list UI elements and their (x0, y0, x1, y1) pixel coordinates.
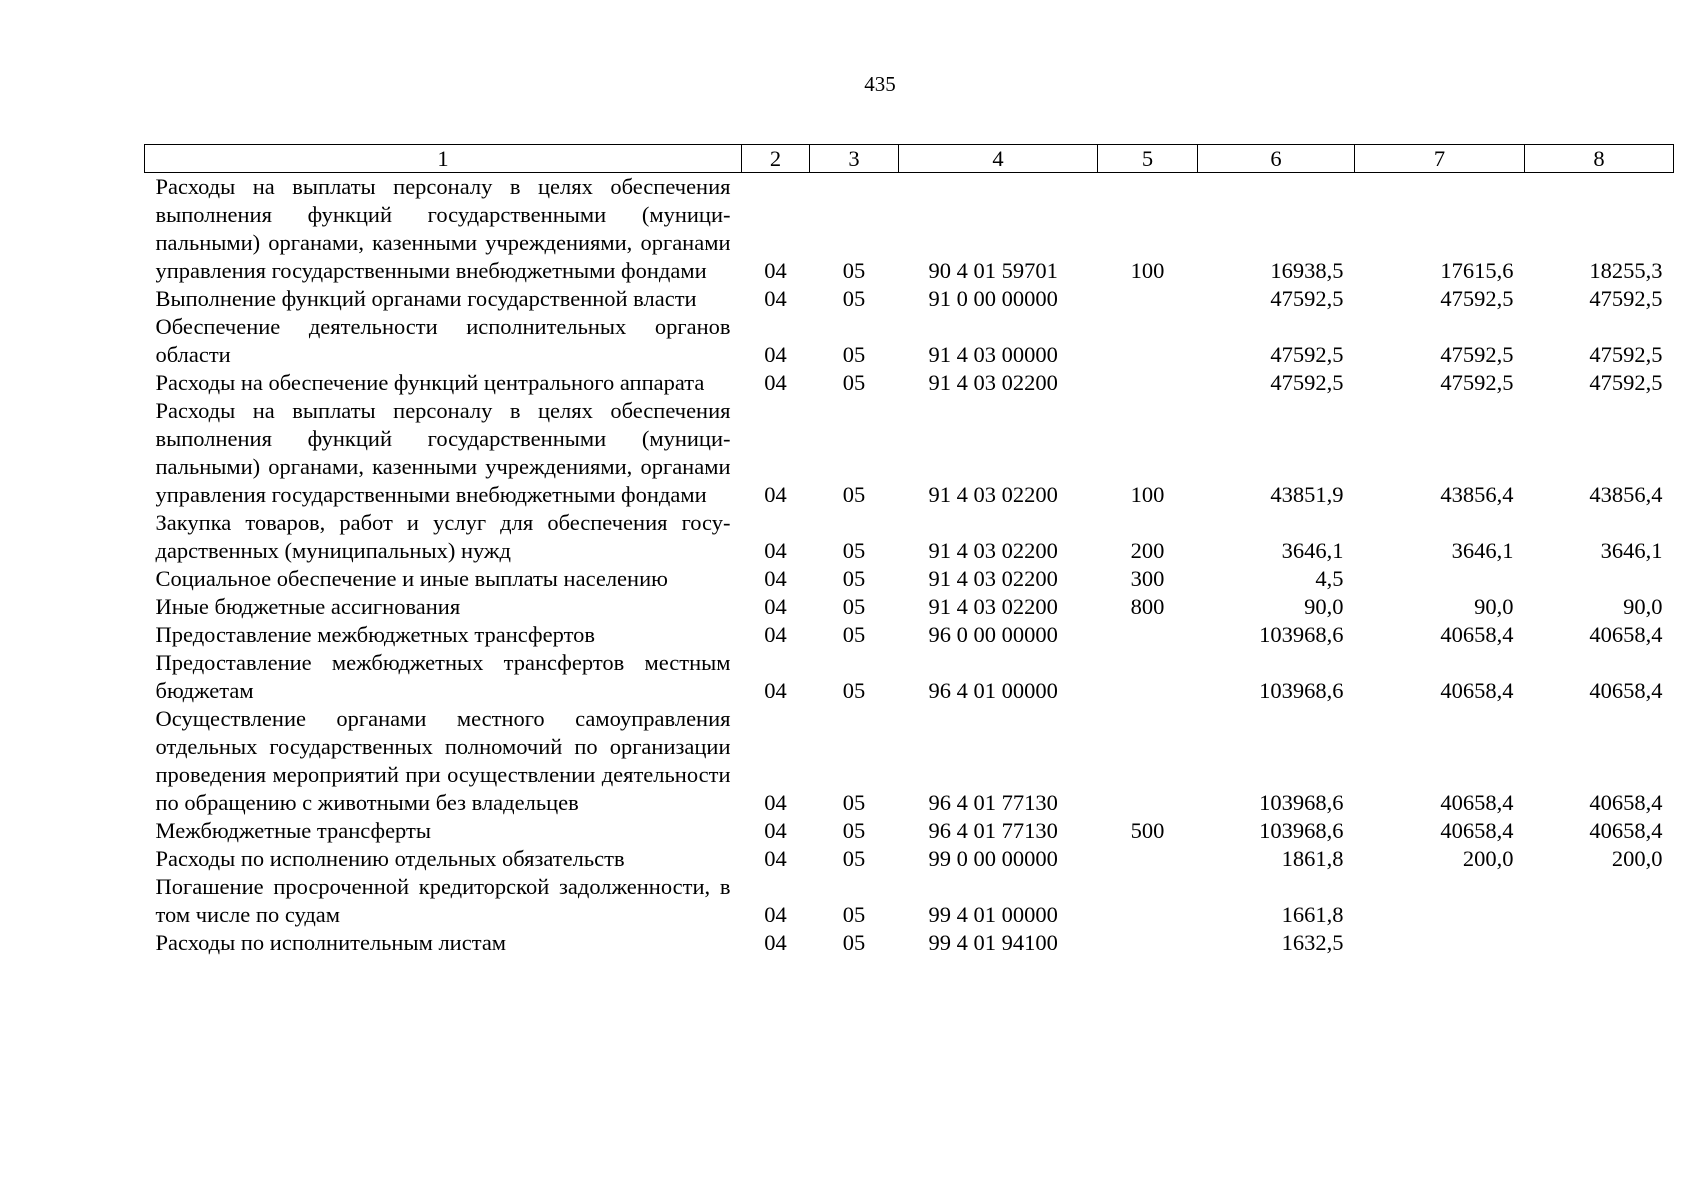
row-amount-col8: 47592,5 (1589, 342, 1663, 367)
row-amount-col6: 43851,9 (1270, 482, 1344, 507)
row-amount-col7: 200,0 (1462, 846, 1514, 871)
row-section: 04 (764, 286, 787, 311)
row-amount-col7 (1355, 565, 1525, 593)
row-section: 04 (764, 258, 787, 283)
row-amount-col8: 3646,1 (1600, 538, 1663, 563)
row-amount-col8: 47592,5 (1589, 286, 1663, 311)
row-name: Погашение просроченной кредиторской задолженности, в том числе по судам (155, 874, 731, 927)
row-amount-col8: 90,0 (1623, 594, 1663, 619)
row-target-code: 91 4 03 02200 (928, 482, 1058, 507)
table-row (145, 621, 1674, 649)
row-section: 04 (764, 566, 787, 591)
row-target-code: 99 4 01 94100 (928, 930, 1058, 955)
row-section: 04 (764, 790, 787, 815)
table-row (145, 397, 1674, 509)
row-amount-col7: 40658,4 (1440, 678, 1514, 703)
row-amount-col8: 40658,4 (1589, 622, 1663, 647)
row-amount-col6: 47592,5 (1270, 342, 1344, 367)
row-target-code: 91 4 03 02200 (928, 538, 1058, 563)
row-section: 04 (764, 902, 787, 927)
row-amount-col7: 47592,5 (1440, 370, 1514, 395)
header-row (145, 145, 1674, 173)
column-header-7: 7 (1355, 145, 1525, 173)
row-section: 04 (764, 622, 787, 647)
row-section: 04 (764, 342, 787, 367)
row-amount-col6: 90,0 (1304, 594, 1344, 619)
row-name: Расходы на выплаты персоналу в целях обеспечения выполнения функций государственными (муниципальными) органами, казенными учреждениями, органами управления государственными внебюджетными фондами (155, 398, 731, 507)
row-amount-col7 (1355, 929, 1525, 957)
row-section: 04 (764, 818, 787, 843)
row-expense-type: 500 (1130, 818, 1165, 843)
table-row (145, 509, 1674, 565)
row-amount-col8: 40658,4 (1589, 790, 1663, 815)
column-header-6: 6 (1198, 145, 1355, 173)
row-amount-col7: 40658,4 (1440, 790, 1514, 815)
row-target-code: 99 0 00 00000 (928, 846, 1058, 871)
row-amount-col7: 40658,4 (1440, 622, 1514, 647)
row-subsection: 05 (842, 538, 866, 563)
row-subsection: 05 (842, 930, 866, 955)
row-name: Иные бюджетные ассигнования (155, 594, 461, 619)
row-target-code: 91 4 03 02200 (928, 594, 1058, 619)
row-expense-type (1098, 621, 1198, 649)
row-name: Расходы по исполнению отдельных обязательств (155, 846, 625, 871)
row-expense-type: 200 (1130, 538, 1165, 563)
row-target-code: 96 4 01 77130 (928, 790, 1058, 815)
row-subsection: 05 (842, 482, 866, 507)
page-number: 435 (864, 72, 896, 96)
row-name: Социальное обеспечение и иные выплаты населению (155, 566, 668, 591)
row-subsection: 05 (842, 370, 866, 395)
row-expense-type (1098, 705, 1198, 817)
row-amount-col7: 17615,6 (1440, 258, 1514, 283)
column-header-4: 4 (899, 145, 1098, 173)
row-amount-col6: 103968,6 (1259, 790, 1344, 815)
row-amount-col6: 3646,1 (1281, 538, 1344, 563)
row-subsection: 05 (842, 818, 866, 843)
table-row (145, 649, 1674, 705)
row-subsection: 05 (842, 286, 866, 311)
row-expense-type (1098, 313, 1198, 369)
row-amount-col6: 4,5 (1315, 566, 1344, 591)
row-subsection: 05 (842, 342, 866, 367)
row-name: Предоставление межбюджетных трансфертов местным бюджетам (155, 650, 731, 703)
row-amount-col8: 200,0 (1611, 846, 1663, 871)
row-amount-col6: 103968,6 (1259, 622, 1344, 647)
row-amount-col6: 47592,5 (1270, 286, 1344, 311)
row-target-code: 91 4 03 02200 (928, 370, 1058, 395)
column-header-3: 3 (810, 145, 899, 173)
row-target-code: 96 4 01 00000 (928, 678, 1058, 703)
row-subsection: 05 (842, 790, 866, 815)
row-section: 04 (764, 482, 787, 507)
row-name: Осуществление органами местного самоуправления отдельных государственных полномочий по организации проведения мероприятий при осуществлении деятельности по обращению с животными без владельцев (155, 706, 731, 815)
row-target-code: 99 4 01 00000 (928, 902, 1058, 927)
table-row (145, 369, 1674, 397)
row-target-code: 91 0 00 00000 (928, 286, 1058, 311)
row-amount-col8: 40658,4 (1589, 678, 1663, 703)
row-amount-col7: 47592,5 (1440, 286, 1514, 311)
table-header (145, 145, 1674, 173)
row-expense-type: 300 (1130, 566, 1165, 591)
row-amount-col8 (1525, 565, 1674, 593)
table-row (145, 285, 1674, 313)
row-amount-col8: 43856,4 (1589, 482, 1663, 507)
row-section: 04 (764, 678, 787, 703)
row-amount-col8: 18255,3 (1589, 258, 1663, 283)
row-subsection: 05 (842, 622, 866, 647)
row-amount-col7: 90,0 (1474, 594, 1514, 619)
row-amount-col6: 103968,6 (1259, 818, 1344, 843)
row-target-code: 90 4 01 59701 (928, 258, 1058, 283)
row-name: Выполнение функций органами государственной власти (155, 286, 697, 311)
row-amount-col8: 40658,4 (1589, 818, 1663, 843)
row-target-code: 96 0 00 00000 (928, 622, 1058, 647)
row-name: Межбюджетные трансферты (155, 818, 431, 843)
row-amount-col7: 40658,4 (1440, 818, 1514, 843)
row-section: 04 (764, 930, 787, 955)
row-name: Закупка товаров, работ и услуг для обеспечения государственных (муниципальных) нужд (155, 510, 731, 563)
table-row (145, 705, 1674, 817)
row-expense-type (1098, 929, 1198, 957)
row-section: 04 (764, 538, 787, 563)
column-header-2: 2 (742, 145, 810, 173)
row-amount-col6: 16938,5 (1270, 258, 1344, 283)
row-amount-col6: 1861,8 (1281, 846, 1344, 871)
row-section: 04 (764, 370, 787, 395)
row-name: Предоставление межбюджетных трансфертов (155, 622, 595, 647)
row-expense-type: 100 (1130, 482, 1165, 507)
row-expense-type (1098, 369, 1198, 397)
row-amount-col7: 43856,4 (1440, 482, 1514, 507)
row-subsection: 05 (842, 678, 866, 703)
row-name: Расходы на обеспечение функций центрального аппарата (155, 370, 705, 395)
row-amount-col7 (1355, 873, 1525, 929)
row-amount-col6: 1661,8 (1281, 902, 1344, 927)
table-row (145, 845, 1674, 873)
row-expense-type: 800 (1130, 594, 1165, 619)
budget-table (144, 144, 1674, 957)
row-amount-col8 (1525, 929, 1674, 957)
table-row (145, 173, 1674, 286)
row-subsection: 05 (842, 258, 866, 283)
row-name: Расходы на выплаты персоналу в целях обеспечения выполнения функций государственными (муниципальными) органами, казенными учреждениями, органами управления государственными внебюджетными фондами (155, 174, 731, 283)
row-amount-col8: 47592,5 (1589, 370, 1663, 395)
row-section: 04 (764, 594, 787, 619)
row-amount-col6: 103968,6 (1259, 678, 1344, 703)
row-expense-type (1098, 873, 1198, 929)
table-row (145, 929, 1674, 957)
row-subsection: 05 (842, 846, 866, 871)
row-expense-type (1098, 649, 1198, 705)
row-amount-col6: 47592,5 (1270, 370, 1344, 395)
row-amount-col8 (1525, 873, 1674, 929)
table-row (145, 873, 1674, 929)
row-expense-type: 100 (1130, 258, 1165, 283)
row-amount-col7: 3646,1 (1451, 538, 1514, 563)
table-row (145, 817, 1674, 845)
row-subsection: 05 (842, 566, 866, 591)
table-body (145, 173, 1674, 958)
column-header-1: 1 (145, 145, 742, 173)
column-header-8: 8 (1525, 145, 1674, 173)
table-row (145, 593, 1674, 621)
row-name: Обеспечение деятельности исполнительных органов области (155, 314, 731, 367)
row-subsection: 05 (842, 902, 866, 927)
row-name: Расходы по исполнительным листам (155, 930, 507, 955)
row-expense-type (1098, 845, 1198, 873)
row-target-code: 91 4 03 00000 (928, 342, 1058, 367)
table-row (145, 313, 1674, 369)
row-target-code: 96 4 01 77130 (928, 818, 1058, 843)
row-target-code: 91 4 03 02200 (928, 566, 1058, 591)
row-amount-col7: 47592,5 (1440, 342, 1514, 367)
row-expense-type (1098, 285, 1198, 313)
column-header-5: 5 (1098, 145, 1198, 173)
row-subsection: 05 (842, 594, 866, 619)
row-amount-col6: 1632,5 (1281, 930, 1344, 955)
row-section: 04 (764, 846, 787, 871)
table-row (145, 565, 1674, 593)
